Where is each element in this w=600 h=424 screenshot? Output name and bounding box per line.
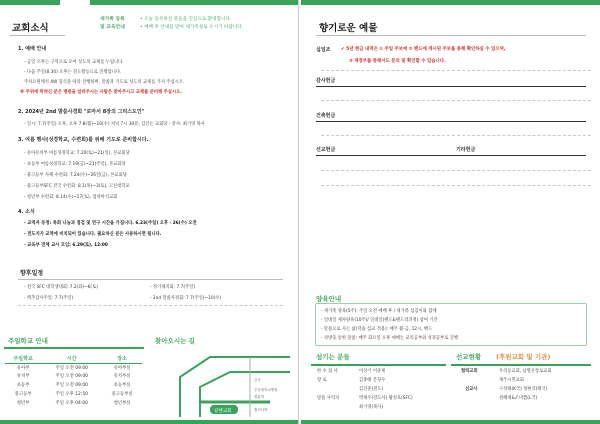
item-2-line: - 일시: 7.7(주일) 오후, 오후 7.8(월)~10(수) 저녁 7시 30분, 김인돈 교회당 - 강사: 최기영 목사	[24, 122, 205, 127]
map-title: 찾아오시는 길	[155, 337, 195, 345]
schedule-divider	[18, 279, 283, 280]
worship-cell: 청년부	[16, 400, 30, 406]
location-map	[150, 347, 296, 421]
other-offering-label: 기타헌금	[456, 147, 476, 153]
item-1-line: 주차요원께선 4W 형식을 따라 진행하며, 말씀과 기도로 성도의 교제를 가져 주십시오.	[24, 80, 185, 85]
thanks-offering-label: 감사헌금	[316, 78, 336, 84]
server-role: 장 로	[317, 378, 327, 383]
mission-subtitle: (후원교회 및 기관)	[496, 353, 551, 361]
writing-line	[321, 170, 591, 171]
item-1-line: - 금일 오후는 구역으로 모여 성도의 교제를 누립니다.	[24, 60, 124, 65]
item-3-line: - 초등부 여름성경학교: 7.19(금)~21(주일), 본교회당	[24, 162, 126, 167]
item-4-line: - 교역자 동정: 목회 나눔과 점검 및 연구 시간을 가집니다. 6.23(주일) 오후 - 26(수) 오전	[24, 221, 197, 226]
worship-cell: 중고등부	[14, 391, 32, 397]
page-title: 교회소식	[12, 23, 49, 34]
servers-title: 섬기는 분들	[316, 353, 350, 361]
tithe-label: 십일조	[316, 47, 331, 53]
offering-title: 향기로운 예물	[319, 23, 378, 34]
item-3-line: - 청년부 수련회: 8.14(수)~17(토), 엄양마석교회	[24, 195, 118, 200]
worship-cell: 초등부실	[113, 382, 131, 388]
schedule-entry: - 맥추감사주일: 7.7(주일)	[24, 296, 74, 301]
education-line: - 성방을 통한 말씀: 매주 화요일 오후 예배는 교리공부와 성경공부로 진행	[321, 336, 459, 341]
item-3-title: 3. 여름 행사(성경학교, 수련회)를 위해 기도로 준비합시다.	[18, 137, 149, 143]
mission-value: 전혜계&조미쁨(L국)	[499, 396, 538, 401]
right-page	[301, 0, 600, 424]
worship-header: 장소	[102, 355, 142, 363]
schedule-end-divider	[18, 305, 283, 306]
worship-table	[5, 355, 142, 407]
item-4-line: - 전도지가 교역에 비치되어 있습니다. 필요하신 분은 사용하시면 됩니다.	[24, 232, 162, 237]
worship-cell: 주일 오후 04:00	[55, 400, 88, 406]
map-landmark: 범어사역	[254, 408, 268, 412]
education-title: 양육안내	[316, 295, 342, 303]
server-names: 이상기 이준제	[359, 369, 386, 374]
item-2-title: 2. 2024년 2nd 말씀사경회 "로마서 8장의 그리스도인"	[18, 109, 145, 115]
worship-cell: 주일 오전 09:00	[55, 374, 88, 380]
bottom-accent-bar	[301, 420, 600, 424]
bottom-accent-bar	[0, 420, 298, 424]
item-4-title: 4. 소식	[18, 209, 35, 215]
worship-header: 시간	[41, 355, 102, 363]
mission-band	[451, 364, 591, 366]
server-names: 김종태 문형수	[359, 378, 386, 383]
field-underline	[316, 86, 586, 87]
server-names: 김진준(전도)	[359, 387, 384, 392]
worship-title: 주일학교 안내	[8, 337, 48, 345]
server-names: 최기영(목사)	[359, 405, 384, 410]
church-label: 갈렌교회	[214, 409, 232, 414]
mission-label: 선교사	[465, 387, 478, 392]
mission-value: 구성태(K국) 정현석(태국)	[499, 387, 548, 392]
mission-title: 선교현황	[456, 353, 482, 361]
mission-value: 제주시민교회	[499, 378, 524, 383]
mission-label: 협력교회	[461, 369, 478, 374]
title-underline	[10, 35, 65, 36]
tithe-notice: ✔ 5년 현금 내역은 ① 주일 주보에 ② 밴드에 게시된 주보를 통해 확인하실 수 있으며,	[341, 47, 506, 52]
map-landmark: 부산대학교병원	[254, 388, 278, 392]
schedule-entry: - 정기제직회: 7.7(주일)	[150, 285, 195, 290]
table-row	[5, 381, 142, 390]
schedule-entry: - 전국 SFC 대학생대회: 7.2(화)~6(토)	[24, 285, 98, 290]
building-offering-label: 건축헌금	[316, 113, 336, 119]
left-page	[0, 0, 299, 424]
writing-line	[321, 135, 591, 136]
title-underline	[316, 35, 586, 36]
schedule-entry: - 2nd 말씀사경회: 7.7(주일)~10(수)	[150, 296, 222, 301]
table-row	[5, 363, 142, 372]
schedule-title: 향후일정	[20, 270, 44, 277]
mission-value: 우리동교회, 남열산장로교회	[499, 369, 552, 374]
greeting-line-2: • 예배 후 안내를 받아 새가족실로 오시기 바랍니다.	[140, 25, 244, 30]
mission-offering-label: 선교헌금	[316, 147, 336, 153]
server-names: 박재우(강도사) 황성호(SFC)	[359, 396, 413, 401]
table-row	[5, 372, 142, 381]
greeting-label-1: 새가족 등록	[100, 17, 125, 22]
worship-cell: 중고등부실	[111, 391, 133, 397]
item-1-line: - 다음 주일(8.30) 오후는 전도활동으로 진행합니다.	[24, 70, 122, 75]
item-3-line: - 중고등부SFC 전국 수련회: 8.1(목)~3(토), 고신대학교	[24, 184, 130, 189]
map-landmark: 명륜역	[254, 395, 265, 399]
education-line: - 말씀으로 사는 삶(학습 섬교 적용): 매주 월·금, 12시, 밴드	[321, 327, 433, 332]
education-line: - 새가족 양육(5주): 주일 오전 예배 후 / 새가족 섬김이와 함께	[321, 309, 437, 314]
worship-cell: 주일 오전 09:00	[55, 382, 88, 388]
server-role: 말씀 사역자	[317, 396, 340, 401]
item-3-line: - 중고등부 자체 수련회: 7.24(수)~26일(금), 본교회당	[24, 173, 127, 178]
tithe-notice: ③ 재정부를 통해서도 문의 및 확인할 수 있습니다.	[349, 59, 446, 64]
worship-cell: 주일 오후 12:50	[55, 391, 88, 397]
field-underline	[316, 121, 586, 122]
worship-cell: 주일 오전 09:00	[55, 365, 88, 371]
writing-line	[321, 70, 591, 71]
worship-cell: 초등부	[16, 382, 30, 388]
writing-line	[321, 100, 591, 101]
server-role: 한 수 집 사	[317, 369, 338, 374]
worship-header: 주일학교	[5, 355, 41, 363]
table-row	[5, 389, 142, 398]
servers-band	[311, 364, 446, 366]
education-line: - 일대일 제자양육(10주)/ 일대일(랜드&랜드리과정) 참여 기간	[321, 318, 438, 323]
worship-cell: 청년부실	[113, 400, 131, 406]
table-row	[5, 398, 142, 407]
greeting-line-1: • 오늘 등록하신 분들을 진심으로 환영합니다.	[140, 17, 232, 22]
item-1-warning: ※ 주위에 막혀신 분은 병원을 알려주시는 사람은 찾아주시고 교제를 준비해 주십시오.	[20, 90, 182, 95]
item-3-line: - 유아유치부 여름성경학교: 7.20(토)~21(일), 본교회당	[24, 151, 130, 156]
top-accent-bar	[0, 0, 299, 5]
worship-cell: 유아부	[16, 365, 30, 371]
item-1-title: 1. 예배 안내	[18, 46, 47, 52]
worship-cell: 유치부	[16, 374, 30, 380]
field-underline	[316, 155, 586, 156]
worship-header-row	[5, 355, 142, 363]
top-accent-bar	[301, 0, 600, 5]
worship-band	[4, 347, 144, 349]
item-4-line: - 교육부 전체 교사 모임: 6.29(토), 12:00	[24, 243, 108, 248]
worship-cell: 유치부실	[113, 374, 131, 380]
writing-line	[321, 185, 591, 186]
worship-cell: 유아부실	[113, 365, 131, 371]
greeting-label-2: 및 교육안내	[100, 25, 125, 30]
map-landmark: 금곡	[254, 378, 261, 382]
